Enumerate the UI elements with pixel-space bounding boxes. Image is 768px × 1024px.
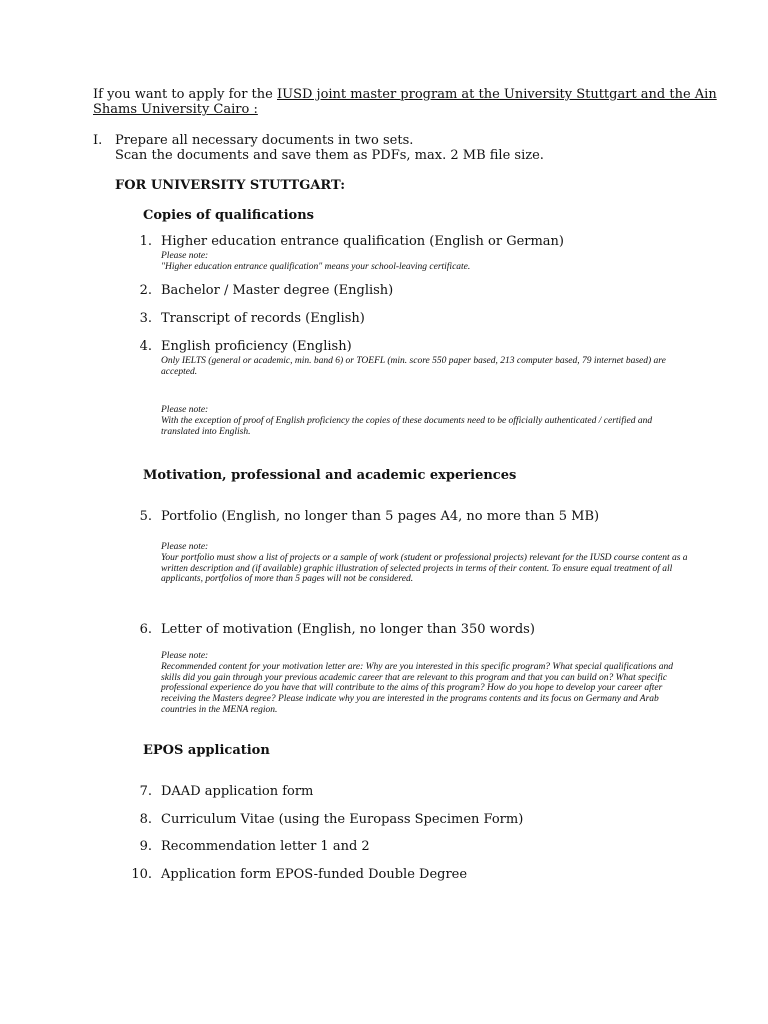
step-marker: I. xyxy=(93,133,103,148)
item-number: 8. xyxy=(139,812,152,827)
item-number: 2. xyxy=(139,283,152,298)
list-item: Recommendation letter 1 and 2 xyxy=(161,839,370,854)
note-english-tests: Only IELTS (general or academic, min. band 6) or TOEFL (min. score 550 paper based, 213 computer based, 79 internet based) are accepted. xyxy=(161,356,666,377)
university-heading: FOR UNIVERSITY STUTTGART: xyxy=(115,178,345,193)
list-item: Letter of motivation (English, no longer than 350 words) xyxy=(161,622,535,637)
item-number: 10. xyxy=(131,867,152,882)
list-item: Curriculum Vitae (using the Europass Specimen Form) xyxy=(161,812,524,827)
note-label: Please note: xyxy=(161,405,209,415)
item-number: 5. xyxy=(139,509,152,524)
item-number: 3. xyxy=(139,311,152,326)
program-name-line-2: Shams University Cairo : xyxy=(93,102,258,117)
intro-line-1 xyxy=(93,87,717,103)
note-text: Recommended content for your motivation letter are: Why are you interested in this specific program? What special qualifications and skills did you gain through your previous academic career that are relevant to this program and that you can build on? What specific professional experience do you have that will contribute to the aims of this program? How do you hope to develop your career after receiving the Masters degree? Please indicate why you are interested in the programs contents and its focus on Germany and Arab countries in the MENA region. xyxy=(161,661,674,715)
note-motivation xyxy=(161,651,691,716)
note-portfolio xyxy=(161,542,691,585)
list-item: Bachelor / Master degree (English) xyxy=(161,283,394,298)
note-text: "Higher education entrance qualification" means your school-leaving certificate. xyxy=(161,261,471,272)
item-number: 9. xyxy=(139,839,152,854)
intro-line-2 xyxy=(93,102,258,118)
note-label: Please note: xyxy=(161,651,209,661)
section-heading-motivation: Motivation, professional and academic experiences xyxy=(143,468,517,483)
list-item: Higher education entrance qualification (English or German) xyxy=(161,234,565,249)
list-item: DAAD application form xyxy=(161,784,314,799)
item-number: 4. xyxy=(139,339,152,354)
list-item: English proficiency (English) xyxy=(161,339,352,354)
note-text: With the exception of proof of English proficiency the copies of these documents need to be officially authenticated / certified and translated into English. xyxy=(161,415,653,437)
item-number: 6. xyxy=(139,622,152,637)
note-text: Your portfolio must show a list of projects or a sample of work (student or professional projects) relevant for the IUSD course content as a written description and (if available) graphic illustration of selected projects in terms of their content. To ensure equal treatment of all applicants, portfolios of more than 5 pages will not be considered. xyxy=(161,552,688,585)
note-authentication xyxy=(161,405,691,437)
note-label: Please note: xyxy=(161,251,209,261)
note-label: Please note: xyxy=(161,542,209,552)
section-heading-qualifications: Copies of qualifications xyxy=(143,208,314,223)
step-line-2: Scan the documents and save them as PDFs, max. 2 MB file size. xyxy=(115,148,544,163)
list-item: Portfolio (English, no longer than 5 pages A4, no more than 5 MB) xyxy=(161,509,600,524)
item-number: 1. xyxy=(139,234,152,249)
note-entrance xyxy=(161,251,701,273)
section-heading-epos: EPOS application xyxy=(143,743,270,758)
item-number: 7. xyxy=(139,784,152,799)
intro-prefix: If you want to apply for the xyxy=(93,87,277,102)
list-item: Application form EPOS-funded Double Degree xyxy=(161,867,468,882)
list-item: Transcript of records (English) xyxy=(161,311,365,326)
step-line-1: Prepare all necessary documents in two sets. xyxy=(115,133,414,148)
program-name-line-1: IUSD joint master program at the University Stuttgart and the Ain xyxy=(276,87,717,102)
